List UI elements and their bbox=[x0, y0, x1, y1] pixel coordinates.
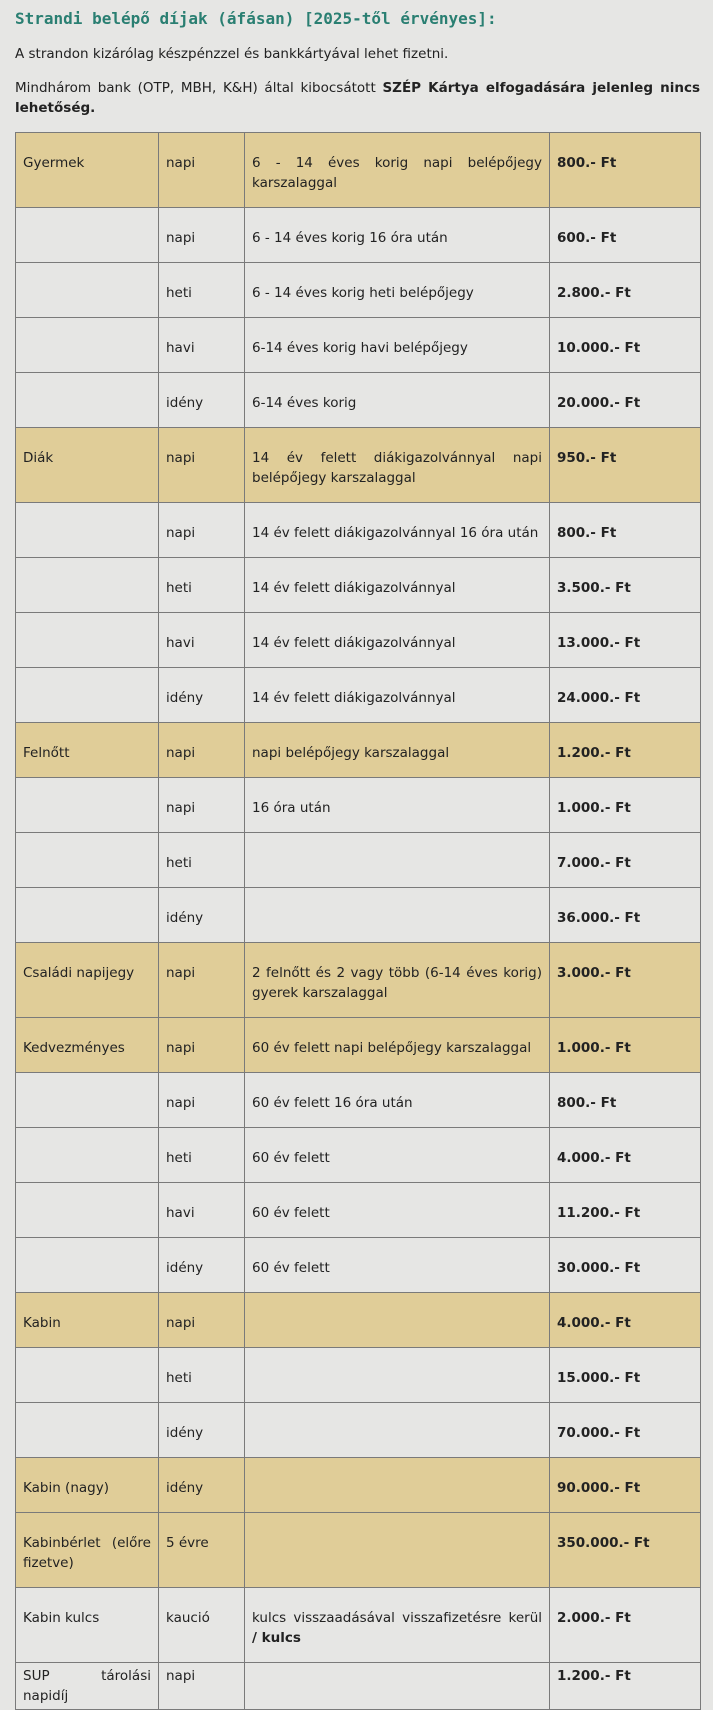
table-row bbox=[16, 503, 701, 558]
price-cell: 20.000.- Ft bbox=[550, 373, 701, 428]
table-row bbox=[16, 1663, 701, 1710]
category-cell bbox=[16, 1238, 159, 1293]
szep-note-text: Mindhárom bank (OTP, MBH, K&H) által kibocsátott bbox=[15, 80, 383, 96]
category-cell: Kabinbérlet (előre fizetve) bbox=[16, 1513, 159, 1588]
description-cell: 14 év felett diákigazolvánnyal 16 óra után bbox=[245, 503, 550, 558]
price-cell: 36.000.- Ft bbox=[550, 888, 701, 943]
szep-card-note bbox=[15, 78, 700, 118]
category-cell bbox=[16, 558, 159, 613]
price-cell: 2.800.- Ft bbox=[550, 263, 701, 318]
category-cell bbox=[16, 1348, 159, 1403]
description-cell bbox=[245, 1513, 550, 1588]
table-row bbox=[16, 1403, 701, 1458]
table-row bbox=[16, 428, 701, 503]
category-cell bbox=[16, 1073, 159, 1128]
period-cell: napi bbox=[159, 723, 245, 778]
period-cell: napi bbox=[159, 133, 245, 208]
table-row bbox=[16, 1018, 701, 1073]
description-cell bbox=[245, 1348, 550, 1403]
description-cell: 60 év felett bbox=[245, 1128, 550, 1183]
period-cell: napi bbox=[159, 778, 245, 833]
description-cell: 6 - 14 éves korig heti belépőjegy bbox=[245, 263, 550, 318]
period-cell: napi bbox=[159, 428, 245, 503]
table-row bbox=[16, 208, 701, 263]
category-cell bbox=[16, 318, 159, 373]
category-cell bbox=[16, 833, 159, 888]
table-row bbox=[16, 613, 701, 668]
description-bold: / kulcs bbox=[252, 1630, 301, 1646]
description-cell: 60 év felett bbox=[245, 1183, 550, 1238]
table-row bbox=[16, 778, 701, 833]
table-row bbox=[16, 1588, 701, 1663]
period-cell: idény bbox=[159, 668, 245, 723]
price-cell: 1.200.- Ft bbox=[550, 1663, 701, 1710]
period-cell: heti bbox=[159, 1348, 245, 1403]
price-cell: 11.200.- Ft bbox=[550, 1183, 701, 1238]
description-cell: 14 év felett diákigazolvánnyal bbox=[245, 668, 550, 723]
description-cell: 16 óra után bbox=[245, 778, 550, 833]
price-cell: 4.000.- Ft bbox=[550, 1293, 701, 1348]
period-cell: kaució bbox=[159, 1588, 245, 1663]
description-cell bbox=[245, 833, 550, 888]
category-cell: Családi napijegy bbox=[16, 943, 159, 1018]
price-table bbox=[15, 132, 701, 1710]
period-cell: napi bbox=[159, 1293, 245, 1348]
price-cell: 350.000.- Ft bbox=[550, 1513, 701, 1588]
description-cell bbox=[245, 1588, 550, 1663]
price-cell: 1.200.- Ft bbox=[550, 723, 701, 778]
period-cell: idény bbox=[159, 1458, 245, 1513]
description-cell bbox=[245, 1458, 550, 1513]
period-cell: idény bbox=[159, 373, 245, 428]
price-cell: 7.000.- Ft bbox=[550, 833, 701, 888]
category-cell: Gyermek bbox=[16, 133, 159, 208]
table-row bbox=[16, 558, 701, 613]
price-cell: 1.000.- Ft bbox=[550, 1018, 701, 1073]
period-cell: idény bbox=[159, 1238, 245, 1293]
period-cell: havi bbox=[159, 1183, 245, 1238]
category-cell: Kabin kulcs bbox=[16, 1588, 159, 1663]
payment-note: A strandon kizárólag készpénzzel és bankkártyával lehet fizetni. bbox=[15, 46, 449, 62]
table-row bbox=[16, 318, 701, 373]
category-cell bbox=[16, 1183, 159, 1238]
category-cell bbox=[16, 373, 159, 428]
price-cell: 70.000.- Ft bbox=[550, 1403, 701, 1458]
price-cell: 15.000.- Ft bbox=[550, 1348, 701, 1403]
category-cell: Diák bbox=[16, 428, 159, 503]
period-cell: heti bbox=[159, 558, 245, 613]
table-row bbox=[16, 888, 701, 943]
table-row bbox=[16, 1183, 701, 1238]
category-cell: Kedvezményes bbox=[16, 1018, 159, 1073]
period-cell: heti bbox=[159, 833, 245, 888]
period-cell: napi bbox=[159, 503, 245, 558]
description-cell: 60 év felett napi belépőjegy karszalaggal bbox=[245, 1018, 550, 1073]
category-cell bbox=[16, 263, 159, 318]
description-cell bbox=[245, 888, 550, 943]
table-row bbox=[16, 1293, 701, 1348]
description-cell: 60 év felett bbox=[245, 1238, 550, 1293]
price-cell: 800.- Ft bbox=[550, 133, 701, 208]
description-cell: 6-14 éves korig havi belépőjegy bbox=[245, 318, 550, 373]
table-row bbox=[16, 668, 701, 723]
period-cell: heti bbox=[159, 263, 245, 318]
period-cell: idény bbox=[159, 1403, 245, 1458]
description-cell bbox=[245, 1403, 550, 1458]
table-row bbox=[16, 1128, 701, 1183]
category-cell bbox=[16, 1128, 159, 1183]
price-cell: 950.- Ft bbox=[550, 428, 701, 503]
table-row bbox=[16, 943, 701, 1018]
category-cell bbox=[16, 503, 159, 558]
description-cell bbox=[245, 1663, 550, 1710]
description-cell: 14 év felett diákigazolvánnyal napi belépőjegy karszalaggal bbox=[245, 428, 550, 503]
category-cell: Felnőtt bbox=[16, 723, 159, 778]
period-cell: napi bbox=[159, 943, 245, 1018]
period-cell: idény bbox=[159, 888, 245, 943]
category-cell bbox=[16, 613, 159, 668]
description-cell: 60 év felett 16 óra után bbox=[245, 1073, 550, 1128]
table-row bbox=[16, 263, 701, 318]
period-cell: havi bbox=[159, 613, 245, 668]
price-cell: 90.000.- Ft bbox=[550, 1458, 701, 1513]
description-text: kulcs visszaadásával visszafizetésre kerül bbox=[252, 1610, 542, 1626]
description-cell: napi belépőjegy karszalaggal bbox=[245, 723, 550, 778]
table-row bbox=[16, 833, 701, 888]
period-cell: 5 évre bbox=[159, 1513, 245, 1588]
price-cell: 24.000.- Ft bbox=[550, 668, 701, 723]
table-row bbox=[16, 1458, 701, 1513]
table-row bbox=[16, 723, 701, 778]
table-row bbox=[16, 133, 701, 208]
price-cell: 3.500.- Ft bbox=[550, 558, 701, 613]
price-cell: 30.000.- Ft bbox=[550, 1238, 701, 1293]
category-cell: SUP tárolási napidíj bbox=[16, 1663, 159, 1710]
category-cell: Kabin bbox=[16, 1293, 159, 1348]
szep-note-bold: SZÉP Kártya elfogadására jelenleg nincs lehetőség. bbox=[15, 80, 700, 116]
period-cell: napi bbox=[159, 208, 245, 263]
category-cell: Kabin (nagy) bbox=[16, 1458, 159, 1513]
period-cell: napi bbox=[159, 1073, 245, 1128]
price-cell: 2.000.- Ft bbox=[550, 1588, 701, 1663]
price-cell: 800.- Ft bbox=[550, 1073, 701, 1128]
table-row bbox=[16, 1073, 701, 1128]
description-cell: 2 felnőtt és 2 vagy több (6-14 éves korig) gyerek karszalaggal bbox=[245, 943, 550, 1018]
table-row bbox=[16, 1348, 701, 1403]
table-row bbox=[16, 373, 701, 428]
period-cell: havi bbox=[159, 318, 245, 373]
price-cell: 1.000.- Ft bbox=[550, 778, 701, 833]
description-cell bbox=[245, 1293, 550, 1348]
category-cell bbox=[16, 778, 159, 833]
category-cell bbox=[16, 1403, 159, 1458]
price-cell: 800.- Ft bbox=[550, 503, 701, 558]
description-cell: 14 év felett diákigazolvánnyal bbox=[245, 558, 550, 613]
table-row bbox=[16, 1238, 701, 1293]
price-cell: 600.- Ft bbox=[550, 208, 701, 263]
category-cell bbox=[16, 888, 159, 943]
price-cell: 10.000.- Ft bbox=[550, 318, 701, 373]
table-row bbox=[16, 1513, 701, 1588]
description-cell: 6 - 14 éves korig napi belépőjegy karszalaggal bbox=[245, 133, 550, 208]
category-cell bbox=[16, 668, 159, 723]
description-cell: 6-14 éves korig bbox=[245, 373, 550, 428]
period-cell: napi bbox=[159, 1663, 245, 1710]
price-cell: 13.000.- Ft bbox=[550, 613, 701, 668]
price-cell: 4.000.- Ft bbox=[550, 1128, 701, 1183]
page-title: Strandi belépő díjak (áfásan) [2025-től érvényes]: bbox=[15, 9, 497, 28]
price-cell: 3.000.- Ft bbox=[550, 943, 701, 1018]
description-cell: 14 év felett diákigazolvánnyal bbox=[245, 613, 550, 668]
period-cell: heti bbox=[159, 1128, 245, 1183]
description-cell: 6 - 14 éves korig 16 óra után bbox=[245, 208, 550, 263]
category-cell bbox=[16, 208, 159, 263]
period-cell: napi bbox=[159, 1018, 245, 1073]
